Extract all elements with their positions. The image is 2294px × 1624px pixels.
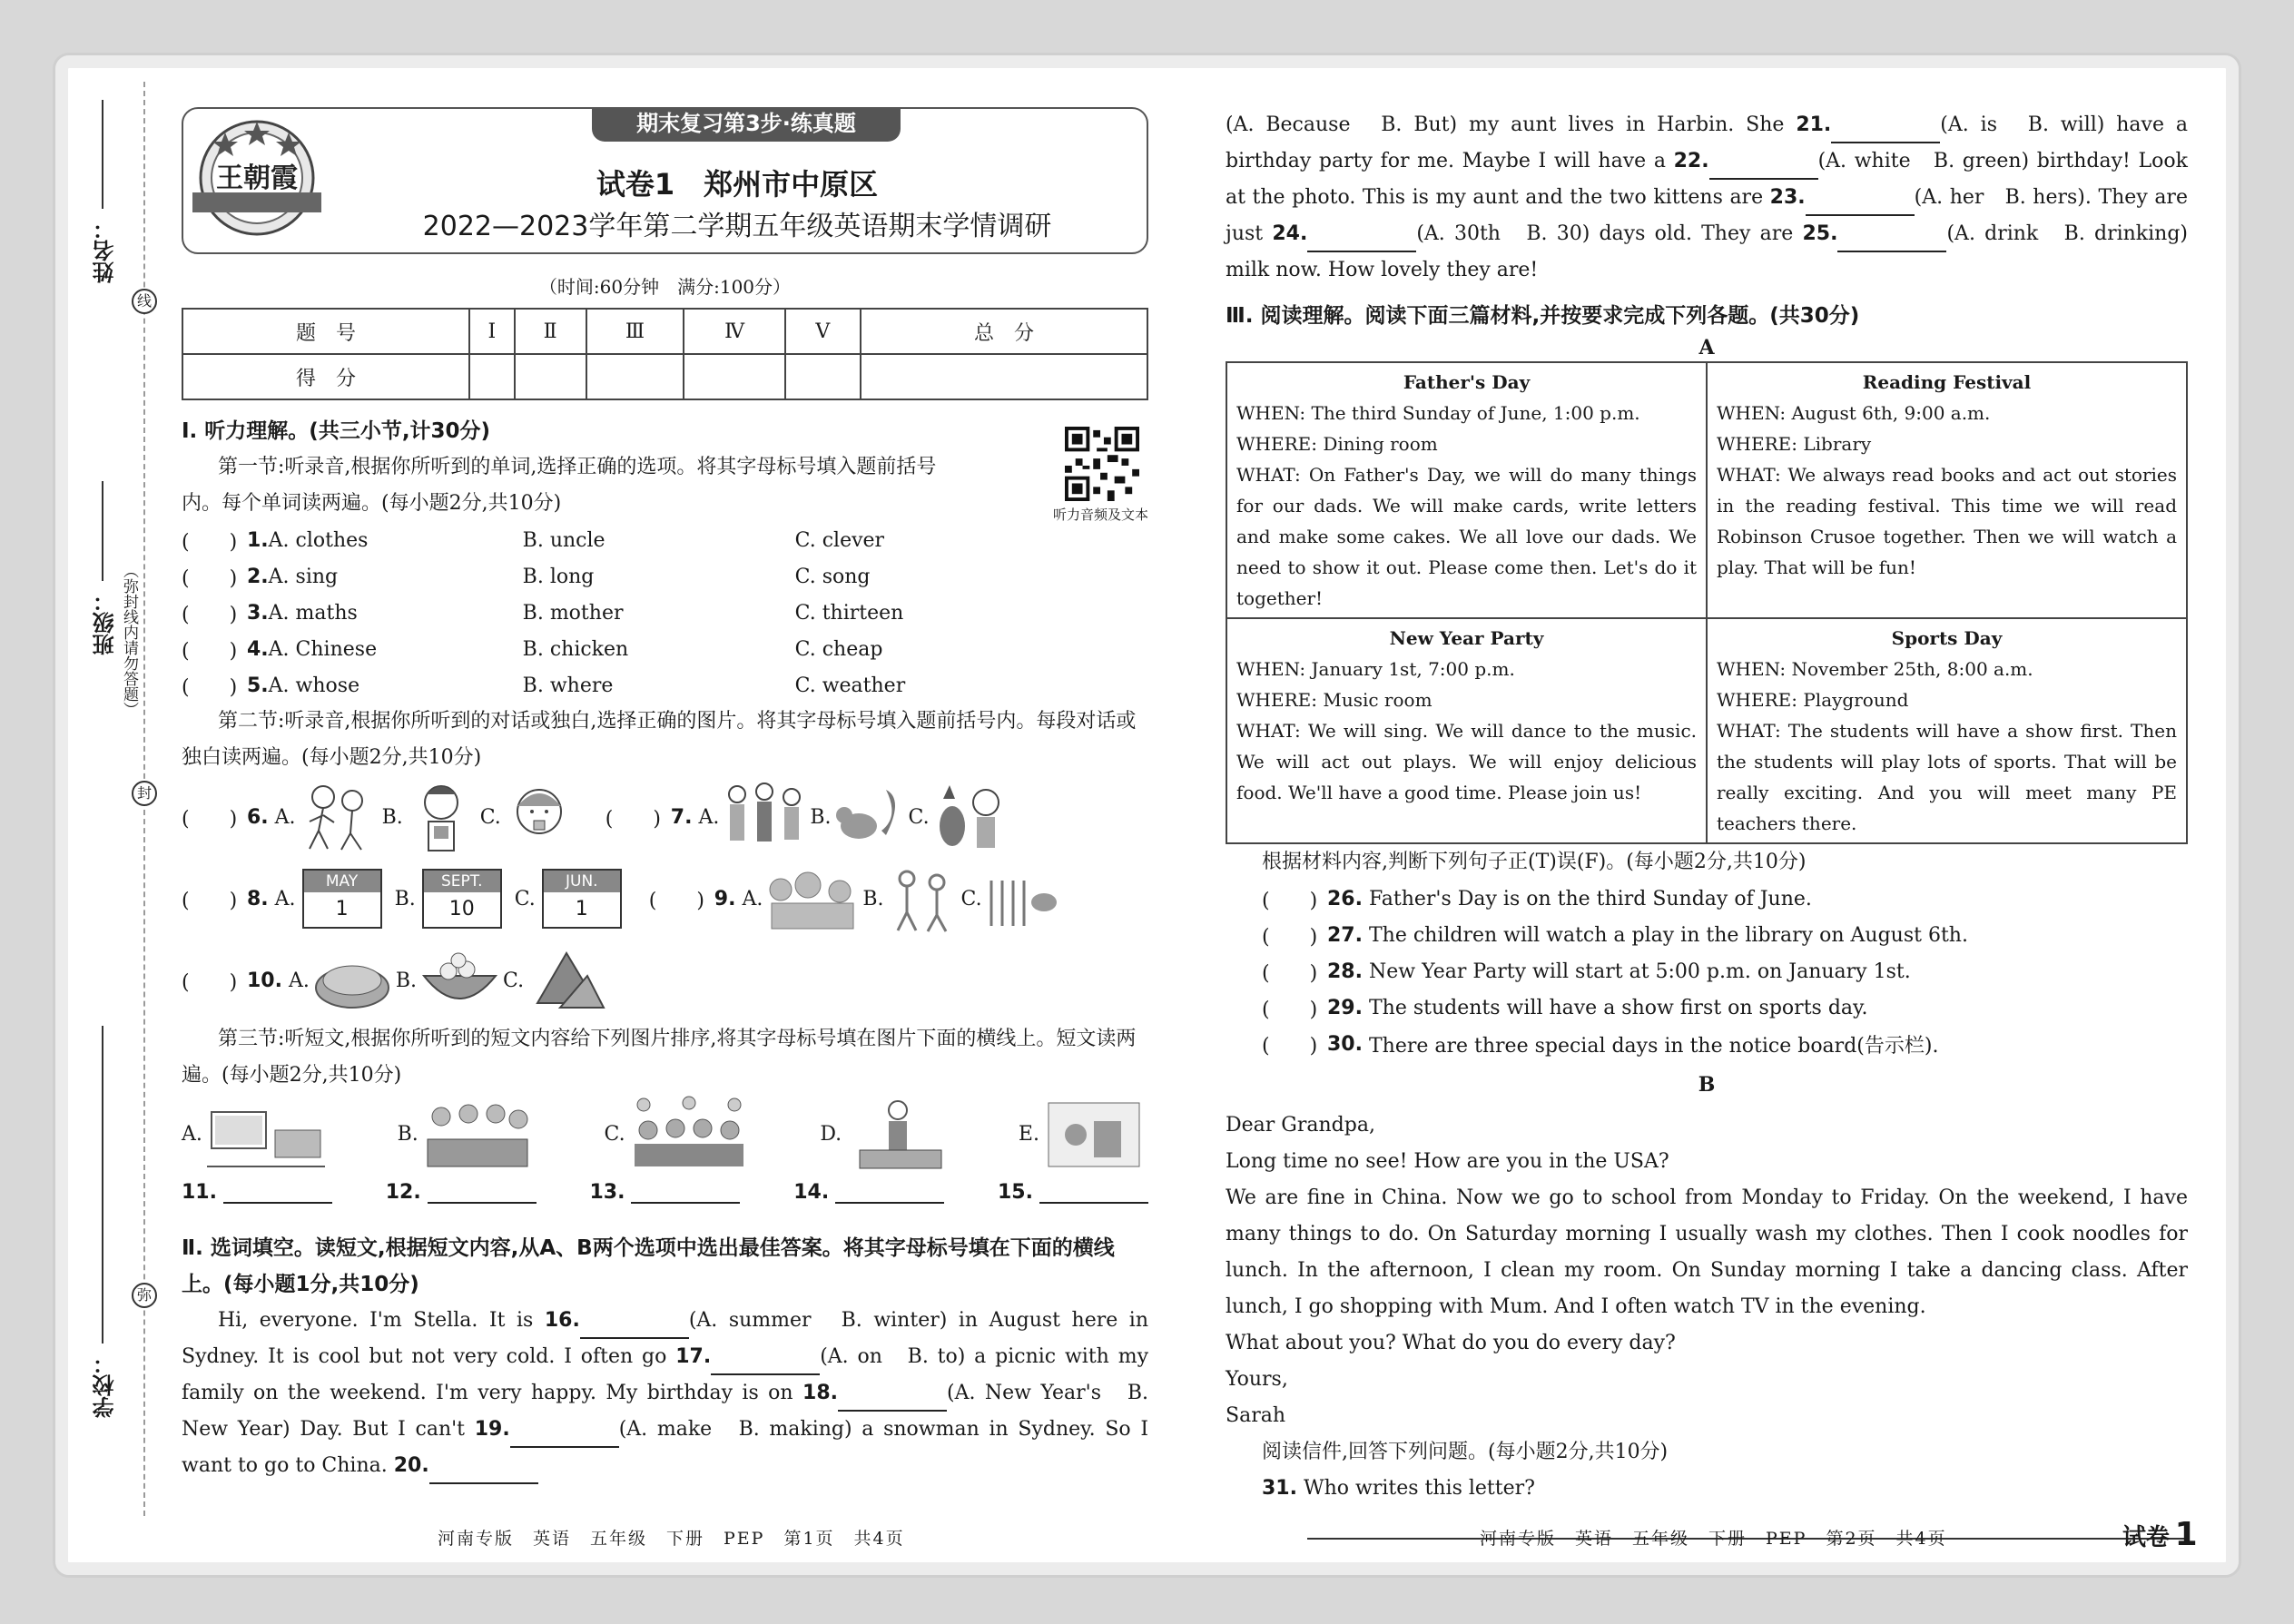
answer-blank[interactable] [510,1426,619,1448]
fence-and-animal-picture [982,862,1059,935]
school-label: 学校： [93,1353,118,1418]
section1-part3-instructions: 第三节:听短文,根据你所听到的短文内容给下列图片排序,将其字母标号填在图片下面的横线上。短文读两遍。(每小题2分,共10分) [182,1028,1137,1087]
answer-bracket[interactable]: ( ) [182,639,238,663]
mooncake-picture [310,944,396,1017]
answer-blank[interactable] [1039,1182,1148,1204]
answer-bracket[interactable]: ( ) [182,889,238,912]
score-input[interactable] [785,354,861,399]
notice-new-year-party: New Year Party WHEN: January 1st, 7:00 p.m. WHERE: Music room WHAT: We will sing. We will dance to the music. We will act out plays. We will enjoy delicious food. We'll have a good time. Please join us! [1226,618,1707,843]
seal-note: （弥封线内请勿答题） [120,563,138,717]
notice-reading-festival: Reading Festival WHEN: August 6th, 9:00 a.m. WHERE: Library WHAT: We always read books and act out stories in the reading festival. This time we will read Robinson Crusoe together. Then we will watch a play. That will be fun! [1707,362,2187,618]
answer-bracket[interactable]: ( ) [182,970,238,994]
score-cell: 题 号 [182,309,469,354]
score-cell: 总 分 [861,309,1147,354]
score-table-score-row [182,354,1147,399]
tf-items [1226,881,2188,1062]
family-dinner-picture [418,1094,537,1176]
sick-boy-picture [501,781,578,853]
question-row: ( ) 30. There are three special days in the notice board(告示栏). [1226,1026,2188,1062]
name-field-line[interactable] [102,100,103,209]
section2-passage-right: (A. Because B. But) my aunt lives in Harbin. She 21. (A. is B. will) have a birthday party for me. Maybe I will have a 22. (A. white B. green) birthday! Look at the photo. This is my aunt and the two kittens are 23. (A. her B. hers). They are just 24. (A. 30th B. 30) days old. They are 25. (A. drink B. drinking) milk now. How lovely they are! [1226,113,2189,281]
answer-bracket[interactable]: ( ) [1262,1034,1318,1058]
tangyuan-bowl-picture [417,944,503,1017]
notice-sports-day: Sports Day WHEN: November 25th, 8:00 a.m. WHERE: Playground WHAT: The students will have a show first. Then the students will play lots of sports. That will be really exciting. And you will meet many PE teachers there. [1707,618,2187,843]
score-cell: Ⅲ [586,309,684,354]
kids-running-picture [296,781,382,853]
seal-mark-feng: 封 [132,781,157,806]
right-column [1226,107,2188,1541]
score-input[interactable] [515,354,586,399]
class-field-line[interactable] [102,481,103,581]
question-row: ( ) 4. A. Chinese B. chicken C. cheap [182,631,1148,667]
living-room-picture [202,1094,330,1176]
answer-bracket[interactable]: ( ) [182,566,238,590]
ordering-answer-row: 11. 12. 13. 14. 15. [182,1181,1148,1226]
fox-and-squirrel-picture [832,781,909,853]
exam-title: 试卷1 郑州市中原区 [596,167,879,202]
question-row: ( ) 1. A. clothes B. uncle C. clever [182,522,1148,558]
picture-question-row: ( ) 10. A. B. C. [182,940,1148,1021]
answer-bracket[interactable]: ( ) [182,530,238,554]
footer-left: 河南专版 英语 五年级 下册 PEP 第1页 共4页 [438,1529,905,1549]
answer-bracket[interactable]: ( ) [1262,925,1318,949]
part1-items [182,522,1148,704]
notice-board-table [1226,361,2188,844]
notice-fathers-day: Father's Day WHEN: The third Sunday of June, 1:00 p.m. WHERE: Dining room WHAT: On Father's Day, we will do many things for our dads. We will make cards, write letters and make some cakes. We all love our dads. We need to show it out. Please come then. Let's do it together! [1226,362,1707,618]
time-info: （时间:60分钟 满分:100分） [538,276,792,298]
letter-instructions: 阅读信件,回答下列问题。(每小题2分,共10分) [1262,1441,1669,1463]
picture-question-row: ( ) 6. A. B. C. ( ) 7. A. B. C. [182,776,1148,858]
calendar-icon: SEPT. 10 [422,869,502,929]
logo-text: 王朝霞 [216,162,298,194]
answer-blank[interactable] [711,1353,820,1375]
section2-title: Ⅱ. 选词填空。读短文,根据短文内容,从A、B两个选项中选出最佳答案。将其字母标号填在下面的横线上。(每小题1分,共10分) [182,1236,1115,1296]
qr-label: 听力音频及文本 [1052,507,1148,523]
zongzi-picture [524,944,610,1017]
boy-with-card-picture [403,781,480,853]
cooking-picture [842,1094,950,1176]
score-cell: Ⅳ [684,309,784,354]
left-column [182,107,1148,1541]
answer-bracket[interactable]: ( ) [1262,889,1318,912]
answer-bracket[interactable]: ( ) [1262,961,1318,985]
family-picture [719,781,810,853]
score-input[interactable] [469,354,515,399]
answer-blank[interactable] [429,1462,538,1484]
score-label: 得 分 [182,354,469,399]
boy-and-dog-picture [930,781,1007,853]
answer-bracket[interactable]: ( ) [182,807,238,831]
binding-strip [82,82,172,1534]
score-cell: Ⅰ [469,309,515,354]
tf-instructions: 根据材料内容,判断下列句子正(T)误(F)。(每小题2分,共10分) [1262,851,1807,873]
calendar-icon: JUN. 1 [542,869,622,929]
score-table [182,308,1148,400]
answer-blank[interactable] [1307,231,1416,252]
ordering-pictures: A. B. C. D. E. [182,1094,1148,1181]
question-row: ( ) 5. A. whose B. where C. weather [182,667,1148,704]
score-cell: Ⅴ [785,309,861,354]
answer-blank[interactable] [1806,194,1915,216]
crowd-scene-picture [763,862,862,935]
section2-passage-left: Hi, everyone. I'm Stella. It is 16. (A. summer B. winter) in August here in Sydney. It is cool but not very cold. I often go 17. (A. on B. to) a picnic with my family on the weekend. I'm very happy. My birthday is on 18. (A. New Year's B. New Year) Day. But I can't 19. (A. make B. making) a snowman in Sydney. So I want to go to China. 20. [182,1303,1148,1484]
answer-blank[interactable] [223,1182,332,1204]
score-input[interactable] [586,354,684,399]
score-cell: Ⅱ [515,309,586,354]
party-picture [625,1094,753,1176]
answer-blank[interactable] [580,1317,689,1339]
letter-passage: Dear Grandpa, Long time no see! How are you in the USA? We are fine in China. Now we go to school from Monday to Friday. On the weekend, I have many things to do. On Saturday morning I usually wash my clothes. Then I cook noodles for lunch. In the afternoon, I clean my room. On Sunday morning I take a dancing class. After lunch, I go shopping with Mum. And I often watch TV in the evening. What about you? What do you do every day? Yours, Sarah [1226,1114,2188,1427]
footer-right: 河南专版 英语 五年级 下册 PEP 第2页 共4页 [1480,1529,1947,1549]
answer-blank[interactable] [1709,158,1818,180]
answer-blank[interactable] [1837,231,1946,252]
answer-blank[interactable] [428,1182,537,1204]
answer-bracket[interactable]: ( ) [182,603,238,626]
step-tag: 期末复习第3步·练真题 [592,107,901,142]
calendar-icon: MAY 1 [302,869,382,929]
answer-blank[interactable] [631,1182,740,1204]
picture-question-row: ( ) 8. A. MAY 1 B. SEPT. 10 C. JUN. 1 ( ) 9. A. B. C. [182,858,1148,940]
seal-mark-xian: 线 [132,289,157,314]
qr-code-icon[interactable] [1065,427,1139,501]
question-row: ( ) 28. New Year Party will start at 5:00 p.m. on January 1st. [1226,953,2188,989]
answer-bracket[interactable]: ( ) [648,889,704,912]
question-row: ( ) 29. The students will have a show first on sports day. [1226,989,2188,1026]
brand-logo-icon [189,114,325,247]
section3-title: Ⅲ. 阅读理解。阅读下面三篇材料,并按要求完成下列各题。(共30分) [1226,304,1860,328]
part-a-heading: A [1698,336,1715,359]
section1-title: Ⅰ. 听力理解。(共三小节,计30分) [182,419,491,443]
answer-blank[interactable] [838,1390,947,1412]
exam-header [182,107,1148,254]
seal-mark-mi: 弥 [132,1283,157,1308]
exam-subtitle: 2022—2023学年第二学期五年级英语期末学情调研 [422,211,1052,242]
question-row: ( ) 26. Father's Day is on the third Sunday of June. [1226,881,2188,917]
section1-part2-instructions: 第二节:听录音,根据你所听到的对话或独白,选择正确的图片。将其字母标号填入题前括号内。每段对话或独白读两遍。(每小题2分,共10分) [182,710,1137,769]
score-table-header-row [182,309,1147,354]
question-row: ( ) 27. The children will watch a play in the library on August 6th. [1226,917,2188,953]
answer-bracket[interactable]: ( ) [605,807,661,831]
answer-blank[interactable] [1831,122,1940,143]
class-label: 班级： [93,590,118,655]
paper-badge: 试卷 1 [2122,1516,2198,1553]
score-input[interactable] [861,354,1147,399]
question-row: ( ) 3. A. maths B. mother C. thirteen [182,595,1148,631]
people-walking-picture [884,862,961,935]
school-field-line[interactable] [102,1026,103,1343]
name-label: 姓名： [93,218,118,283]
answer-bracket[interactable]: ( ) [182,675,238,699]
section1-part1-instructions: 第一节:听录音,根据你所听到的单词,选择正确的选项。将其字母标号填入题前括号内。每个单词读两遍。(每小题2分,共10分) [182,456,937,515]
score-input[interactable] [684,354,784,399]
cleaning-room-picture [1039,1094,1148,1176]
question-31: 31. Who writes this letter? [1262,1477,1535,1500]
answer-blank[interactable] [835,1182,944,1204]
answer-bracket[interactable]: ( ) [1262,998,1318,1021]
question-row: ( ) 2. A. sing B. long C. song [182,558,1148,595]
part-b-heading: B [1698,1073,1716,1097]
